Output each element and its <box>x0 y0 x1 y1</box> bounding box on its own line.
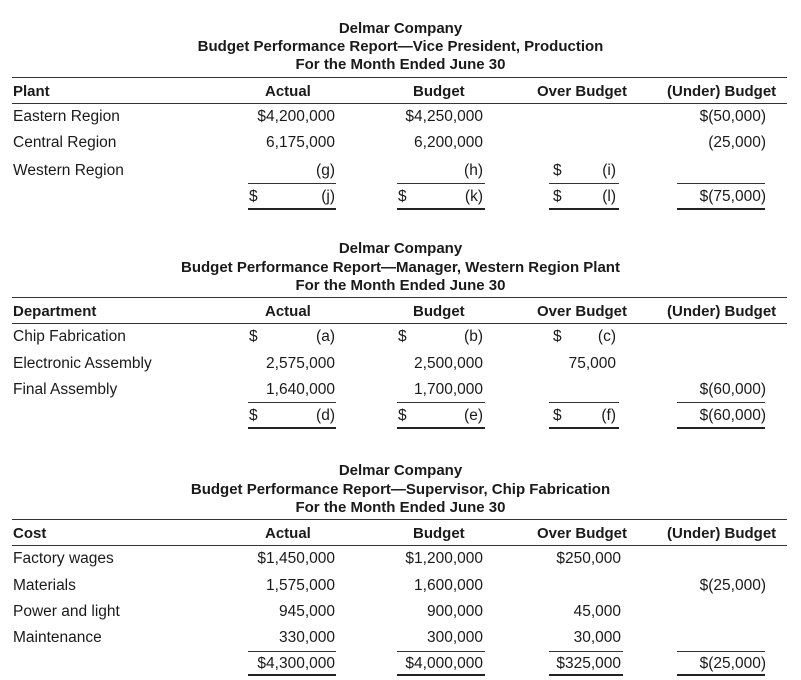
actual-value: 1,640,000 <box>266 381 335 398</box>
row-label: Materials <box>13 577 76 594</box>
actual-value: $4,200,000 <box>257 108 335 125</box>
under-value: $(50,000) <box>699 108 766 125</box>
row-label: Final Assembly <box>13 381 118 398</box>
total-under: $(75,000) <box>699 188 766 205</box>
row-label: Eastern Region <box>13 108 120 125</box>
subtotal-rule <box>549 402 619 403</box>
col-header-under: (Under) Budget <box>667 303 777 320</box>
row-label: Maintenance <box>13 629 102 646</box>
col-header-over: Over Budget <box>537 525 628 542</box>
total-actual: $4,300,000 <box>257 655 335 672</box>
col-header-over: Over Budget <box>537 83 628 100</box>
actual-value: 2,575,000 <box>266 355 335 372</box>
col-header-under: (Under) Budget <box>667 525 777 542</box>
col-header-plant: Plant <box>13 83 50 100</box>
budget-value: 1,700,000 <box>414 381 483 398</box>
total-budget: (k) <box>464 188 483 205</box>
over-value: $250,000 <box>556 550 621 567</box>
actual-value: (g) <box>316 162 335 179</box>
report-period: For the Month Ended June 30 <box>295 499 506 516</box>
total-double-rule <box>248 427 336 429</box>
row-label: Power and light <box>13 603 120 620</box>
subtotal-rule <box>397 402 485 403</box>
header-rule <box>12 519 787 520</box>
over-value: (c) <box>597 328 616 345</box>
over-dollar-sign: $ <box>553 188 562 205</box>
budget-value: (h) <box>464 162 483 179</box>
report-period: For the Month Ended June 30 <box>295 277 506 294</box>
report-title: Budget Performance Report—Vice President, Production <box>197 38 604 55</box>
over-value: 30,000 <box>573 629 621 646</box>
column-header-rule <box>12 545 787 546</box>
subtotal-rule <box>248 402 336 403</box>
col-header-actual: Actual <box>265 303 311 320</box>
actual-value: $1,450,000 <box>257 550 335 567</box>
subtotal-rule <box>397 651 485 652</box>
company-name: Delmar Company <box>338 240 463 257</box>
over-value: 75,000 <box>568 355 616 372</box>
over-value: 45,000 <box>573 603 621 620</box>
row-label: Western Region <box>13 162 124 179</box>
over-dollar-sign: $ <box>553 407 562 424</box>
row-label: Central Region <box>13 134 117 151</box>
report-title: Budget Performance Report—Supervisor, Chip Fabrication <box>190 481 611 498</box>
actual-value: 330,000 <box>278 629 335 646</box>
total-double-rule <box>248 674 336 676</box>
company-name: Delmar Company <box>338 462 463 479</box>
row-label: Factory wages <box>13 550 114 567</box>
col-header-under: (Under) Budget <box>667 83 777 100</box>
budget-value: $1,200,000 <box>405 550 483 567</box>
total-over: (l) <box>602 188 616 205</box>
col-header-budget: Budget <box>413 83 465 100</box>
subtotal-rule <box>677 402 765 403</box>
budget-dollar-sign: $ <box>398 328 407 345</box>
total-over: $325,000 <box>556 655 621 672</box>
total-actual: (d) <box>316 407 335 424</box>
total-budget: (e) <box>464 407 483 424</box>
total-budget: $4,000,000 <box>405 655 483 672</box>
col-header-over: Over Budget <box>537 303 628 320</box>
budget-dollar-sign: $ <box>398 188 407 205</box>
col-header-budget: Budget <box>413 303 465 320</box>
header-rule <box>12 297 787 298</box>
actual-value: 6,175,000 <box>266 134 335 151</box>
budget-value: 1,600,000 <box>414 577 483 594</box>
budget-dollar-sign: $ <box>398 407 407 424</box>
total-over: (f) <box>601 407 616 424</box>
row-label: Chip Fabrication <box>13 328 126 345</box>
row-label: Electronic Assembly <box>13 355 152 372</box>
under-value: (25,000) <box>708 134 766 151</box>
actual-dollar-sign: $ <box>249 407 258 424</box>
col-header-actual: Actual <box>265 83 311 100</box>
company-name: Delmar Company <box>338 20 463 37</box>
total-under: $(60,000) <box>699 407 766 424</box>
actual-value: 1,575,000 <box>266 577 335 594</box>
total-actual: (j) <box>321 188 335 205</box>
total-double-rule <box>397 427 485 429</box>
actual-dollar-sign: $ <box>249 328 258 345</box>
col-header-department: Department <box>13 303 97 320</box>
col-header-budget: Budget <box>413 525 465 542</box>
actual-dollar-sign: $ <box>249 188 258 205</box>
over-value: (i) <box>602 162 616 179</box>
actual-value: (a) <box>316 328 335 345</box>
total-double-rule <box>677 427 765 429</box>
over-dollar-sign: $ <box>553 162 562 179</box>
under-value: $(60,000) <box>699 381 766 398</box>
total-double-rule <box>677 674 765 676</box>
budget-value: 2,500,000 <box>414 355 483 372</box>
budget-value: 900,000 <box>426 603 483 620</box>
over-dollar-sign: $ <box>553 328 562 345</box>
col-header-actual: Actual <box>265 525 311 542</box>
budget-value: (b) <box>464 328 483 345</box>
budget-value: 300,000 <box>426 629 483 646</box>
report-title: Budget Performance Report—Manager, Western Region Plant <box>181 259 620 276</box>
total-double-rule <box>549 427 619 429</box>
total-under: $(25,000) <box>699 655 766 672</box>
column-header-rule <box>12 323 787 324</box>
budget-value: 6,200,000 <box>414 134 483 151</box>
actual-value: 945,000 <box>278 603 335 620</box>
total-double-rule <box>397 674 485 676</box>
col-header-cost: Cost <box>13 525 47 542</box>
report-period: For the Month Ended June 30 <box>295 56 506 73</box>
subtotal-rule <box>248 651 336 652</box>
subtotal-rule <box>549 651 623 652</box>
under-value: $(25,000) <box>699 577 766 594</box>
total-double-rule <box>549 674 623 676</box>
subtotal-rule <box>677 651 765 652</box>
budget-value: $4,250,000 <box>405 108 483 125</box>
